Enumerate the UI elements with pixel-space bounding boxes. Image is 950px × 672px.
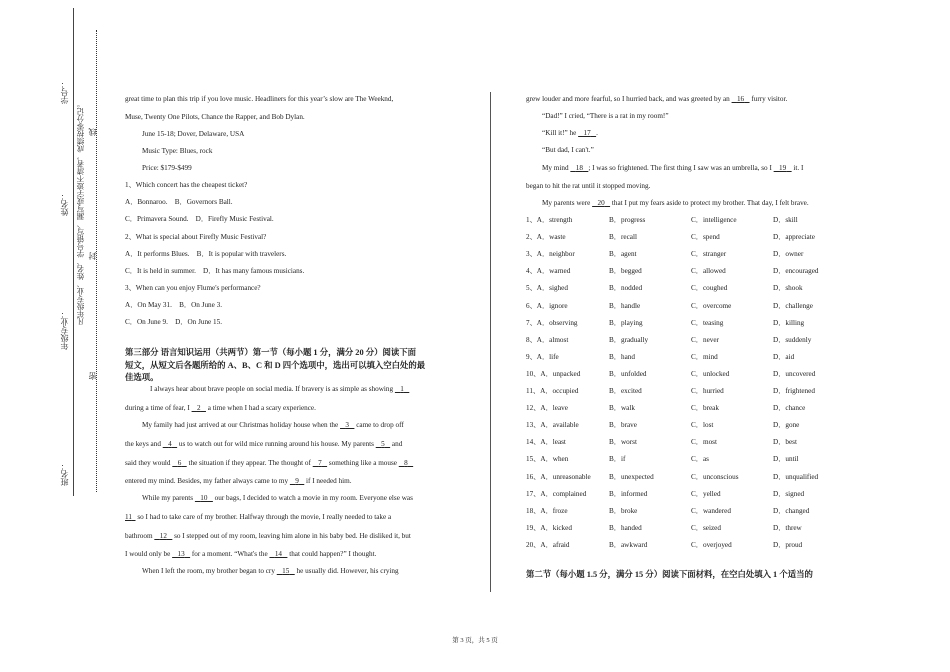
option-question: 16、A．unreasonable [526, 472, 591, 481]
option-choice: C．stranger [691, 250, 727, 259]
cloze-line [125, 477, 352, 486]
option-choice: B．excited [609, 387, 642, 395]
option-choice: C．wandered [691, 506, 731, 515]
cloze-text: he usually did. However, his crying [296, 567, 399, 575]
option-choice: D．unqualified [773, 472, 819, 481]
question: 2、What is special about Firefly Music Festival? [125, 233, 267, 241]
option-choice: B．if [609, 455, 626, 464]
question-options: C．Primavera Sound. D．Firefly Music Festival. [125, 215, 274, 223]
blank [340, 421, 354, 429]
cloze-text: so I stepped out of my room, leaving him alone in his baby bed. He disliked it, but [174, 532, 411, 540]
option-choice: C．allowed [691, 267, 726, 276]
cloze-text: While my parents [142, 494, 194, 502]
option-choice: D．owner [773, 250, 804, 259]
option-choice: D．shook [773, 284, 803, 293]
option-choice: C．unconscious [691, 472, 739, 481]
cloze-text: ; I was so frightened. The first thing I saw was an umbrella, so I [588, 164, 772, 172]
question-options: A．On May 31. B．On June 3. [125, 301, 223, 309]
option-choice: D．killing [773, 318, 805, 327]
cloze-text: so I had to take care of my brother. Halfway through the movie, I really needed to take a [137, 513, 392, 521]
cloze-text: My mind [542, 164, 569, 172]
option-choice: D．changed [773, 506, 810, 515]
cloze-text: said they would [125, 459, 171, 467]
option-choice: B．walk [609, 404, 635, 413]
blank-number: 18 [575, 164, 583, 172]
option-choice: C．unlocked [691, 369, 730, 378]
passage-line: Music Type: Blues, rock [142, 147, 213, 155]
option-choice: D．aid [773, 352, 795, 361]
cloze-line [542, 164, 803, 173]
blank [774, 164, 792, 172]
blank-number: 1 [400, 385, 404, 393]
cloze-line [142, 494, 413, 503]
cloze-text: the situation if they appear. The thought of [188, 459, 311, 467]
feng-mark: 封 [88, 252, 97, 260]
question: 1、Which concert has the cheapest ticket? [125, 181, 248, 189]
option-choice: C．spend [691, 233, 720, 242]
blank-number: 5 [381, 440, 385, 448]
option-choice: B．begged [609, 267, 642, 276]
blank-number: 17 [583, 129, 591, 137]
option-choice: D．skill [773, 216, 798, 224]
option-choice: D．suddenly [773, 335, 812, 344]
option-choice: B．brave [609, 421, 637, 430]
option-choice: C．lost [691, 421, 714, 430]
option-choice: C．mind [691, 352, 718, 361]
cloze-text: for a moment. “What's the [191, 550, 268, 558]
cloze-text: . [596, 129, 598, 137]
blank-number: 19 [779, 164, 787, 172]
cloze-line [142, 567, 399, 576]
notice-text: 凡年级专业、姓名、学号错写、漏写或字迹不清者，成绩按零分记。 [76, 100, 85, 325]
cloze-text: something like a mouse [328, 459, 397, 467]
cloze-line: “Dad!” I cried, “There is a rat in my room!” [542, 112, 669, 120]
blank [172, 459, 186, 467]
option-question: 14、A．least [526, 438, 566, 447]
cloze-line [125, 440, 402, 449]
question-options: A．It performs Blues. B．It is popular with travelers. [125, 250, 287, 258]
cloze-text: during a time of fear, I [125, 404, 190, 412]
option-choice: B．agent [609, 250, 637, 259]
mi-mark: 密 [88, 372, 97, 380]
section-title: 第二节（每小题 1.5 分，满分 15 分）阅读下面材料，在空白处填入 1 个适当的 [526, 570, 813, 579]
major-label: 年级专业： [60, 310, 69, 350]
blank-number: 15 [282, 567, 290, 575]
option-choice: C．coughed [691, 284, 728, 293]
passage-line: great time to plan this trip if you love music. Headliners for this year’s slow are The Weeknd, [125, 95, 394, 103]
section-title: 第三部分 语言知识运用（共两节）第一节（每小题 1 分，满分 20 分）阅读下面 [125, 348, 417, 357]
name-label: 姓名： [60, 192, 69, 216]
blank [192, 404, 206, 412]
blank-number: 12 [159, 532, 167, 540]
cloze-text: and [391, 440, 403, 448]
option-choice: C．yelled [691, 489, 721, 498]
option-choice: C．overcome [691, 301, 732, 310]
blank-number: 13 [177, 550, 185, 558]
blank [154, 532, 172, 540]
cloze-text: came to drop off [356, 421, 404, 429]
cloze-line: began to hit the rat until it stopped moving. [526, 182, 651, 190]
option-question: 17、A．complained [526, 489, 587, 498]
option-choice: B．unexpected [609, 472, 654, 481]
option-choice: B．awkward [609, 540, 648, 549]
option-question: 11、A．occupied [526, 387, 579, 395]
question-options: C．On June 9. D．On June 15. [125, 318, 223, 326]
column-divider [490, 92, 491, 592]
passage-line: June 15-18; Dover, Delaware, USA [142, 130, 245, 138]
option-choice: B．broke [609, 506, 638, 515]
blank-number: 6 [177, 459, 182, 467]
cloze-text: it. I [793, 164, 804, 172]
blank-number: 3 [345, 421, 350, 429]
blank [277, 567, 295, 575]
cloze-line [125, 404, 316, 413]
blank [395, 385, 409, 393]
blank-number: 16 [736, 95, 745, 103]
option-choice: D．encouraged [773, 267, 819, 276]
blank-number: 7 [318, 459, 322, 467]
cloze-line [526, 95, 787, 104]
option-choice: C．as [691, 455, 709, 464]
option-question: 7、A．observing [526, 318, 578, 327]
option-choice: B．informed [609, 489, 648, 498]
option-question: 10、A．unpacked [526, 369, 581, 378]
blank-number: 10 [200, 494, 208, 502]
blank [732, 95, 750, 103]
blank [290, 477, 304, 485]
blank-number: 4 [168, 440, 172, 448]
cloze-text: us to watch out for wild mice running around his house. My parents [178, 440, 374, 448]
option-choice: D．gone [773, 421, 800, 430]
option-question: 5、A．sighed [526, 284, 568, 293]
cloze-text: grew louder and more fearful, so I hurried back, and was greeted by an [526, 95, 730, 103]
option-choice: D．until [773, 455, 799, 464]
xian-mark: 线 [88, 128, 97, 136]
option-question: 13、A．available [526, 421, 579, 430]
cloze-text: My parents were [542, 199, 591, 207]
question-options: C．It is held in summer. D．It has many famous musicians. [125, 267, 305, 275]
student-no-label: 学号： [60, 80, 69, 104]
cloze-line [125, 532, 411, 541]
option-choice: C．teasing [691, 318, 724, 327]
option-choice: B．recall [609, 233, 637, 242]
cloze-line [125, 550, 376, 559]
option-question: 20、A．afraid [526, 540, 570, 549]
option-choice: B．unfolded [609, 369, 647, 378]
option-question: 8、A．almost [526, 335, 569, 344]
blank [125, 513, 136, 521]
blank [163, 440, 177, 448]
option-choice: D．threw [773, 523, 802, 532]
cloze-text: the keys and [125, 440, 161, 448]
cloze-text: When I left the room, my brother began to cry [142, 567, 275, 575]
blank-number: 8 [404, 459, 408, 467]
option-question: 2、A．waste [526, 233, 566, 242]
blank [172, 550, 190, 558]
option-question: 3、A．neighbor [526, 250, 575, 259]
blank-number: 2 [196, 404, 201, 412]
section-title: 佳选项。 [125, 373, 159, 382]
option-choice: D．best [773, 438, 797, 447]
cloze-text: that could happen?” I thought. [289, 550, 377, 558]
binding-line [73, 8, 74, 496]
option-choice: C．intelligence [691, 216, 737, 224]
passage-line: Muse, Twenty One Pilots, Chance the Rapper, and Bob Dylan. [125, 113, 305, 121]
cloze-text: that I put my fears aside to protect my brother. That day, I felt brave. [611, 199, 809, 207]
option-choice: C．break [691, 404, 719, 413]
question: 3、When can you enjoy Flume's performance? [125, 284, 261, 292]
option-choice: D．chance [773, 404, 806, 413]
cloze-line: “But dad, I can't.” [542, 146, 594, 154]
blank [578, 129, 596, 137]
cloze-text: our bags, I decided to watch a movie in my room. Everyone else was [214, 494, 413, 502]
option-choice: B．progress [609, 216, 646, 224]
section-title: 短文，从短文后各题所给的 A、B、C 和 D 四个选项中，选出可以填入空白处的最 [125, 361, 426, 370]
option-choice: B．playing [609, 318, 643, 327]
blank [570, 164, 588, 172]
cloze-line [142, 421, 404, 430]
option-choice: B．gradually [609, 335, 649, 344]
cloze-line [125, 513, 391, 522]
cloze-line [542, 129, 598, 138]
option-choice: D．challenge [773, 301, 813, 310]
option-choice: B．handed [609, 523, 642, 532]
option-question: 18、A．froze [526, 506, 568, 515]
blank-number: 9 [295, 477, 299, 485]
option-choice: C．overjoyed [691, 540, 732, 549]
blank [592, 199, 610, 207]
cloze-text: I always hear about brave people on social media. If bravery is as simple as showing [150, 385, 394, 393]
cloze-text: I would only be [125, 550, 171, 558]
blank [269, 550, 287, 558]
option-choice: B．handle [609, 301, 641, 310]
option-choice: C．most [691, 438, 717, 447]
option-choice: C．never [691, 335, 719, 344]
option-choice: D．frightened [773, 387, 815, 395]
option-choice: B．hand [609, 352, 635, 361]
option-choice: C．hurried [691, 387, 724, 395]
option-question: 1、A．strength [526, 216, 573, 224]
cloze-text: a time when I had a scary experience. [207, 404, 316, 412]
option-question: 9、A．life [526, 352, 559, 361]
school-label: 班名： [60, 462, 69, 486]
page-footer: 第 3 页，共 5 页 [452, 637, 498, 644]
option-question: 15、A．when [526, 455, 569, 464]
question-options: A．Bonnaroo. B．Governors Ball. [125, 198, 233, 206]
option-question: 19、A．kicked [526, 523, 572, 532]
cloze-text: My family had just arrived at our Christmas holiday house when the [142, 421, 339, 429]
cloze-text: bathroom [125, 532, 153, 540]
cloze-text: “Kill it!” he [542, 129, 577, 137]
cloze-text: furry visitor. [751, 95, 788, 103]
cloze-line [125, 459, 413, 468]
option-choice: D．uncovered [773, 369, 816, 378]
blank-number: 20 [597, 199, 605, 207]
blank [195, 494, 213, 502]
cloze-text: entered my mind. Besides, my father always came to my [125, 477, 289, 485]
option-choice: B．worst [609, 438, 637, 447]
option-choice: D．proud [773, 540, 803, 549]
option-question: 12、A．leave [526, 404, 568, 413]
option-question: 6、A．ignore [526, 301, 568, 310]
blank [313, 459, 327, 467]
blank [376, 440, 390, 448]
blank-number: 11 [125, 513, 132, 521]
option-choice: B．nodded [609, 284, 643, 293]
option-choice: C．seized [691, 523, 721, 532]
blank [399, 459, 413, 467]
cloze-text: if I needed him. [306, 477, 352, 485]
option-choice: D．signed [773, 489, 805, 498]
passage-line: Price: $179-$499 [142, 164, 192, 172]
cloze-line [150, 385, 409, 394]
seal-dotted-line [96, 30, 97, 492]
option-question: 4、A．warned [526, 267, 571, 276]
blank-number: 14 [274, 550, 283, 558]
cloze-line [542, 199, 809, 208]
option-choice: D．appreciate [773, 233, 815, 242]
